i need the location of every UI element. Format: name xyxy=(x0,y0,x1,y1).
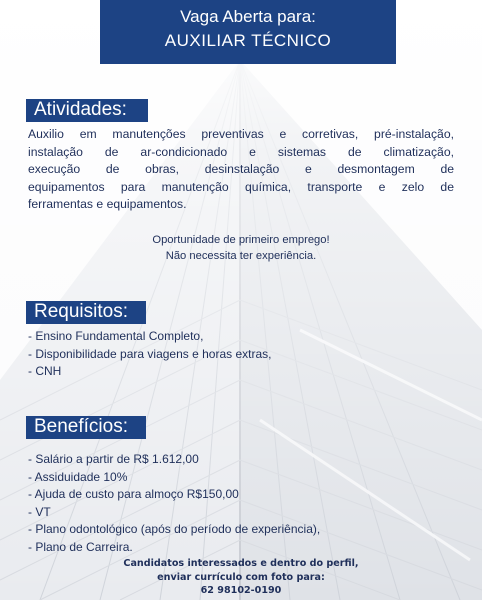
beneficios-list xyxy=(28,451,468,557)
atividades-heading: Atividades: xyxy=(26,99,148,122)
atividades-description xyxy=(28,126,454,214)
requisitos-heading: Requisitos: xyxy=(26,301,146,324)
list-item: - Plano odontológico (após do período de experiência), xyxy=(28,522,321,537)
list-item: - Ajuda de custo para almoço R$150,00 xyxy=(28,487,239,502)
list-item: - Assiduidade 10% xyxy=(28,469,128,484)
atividades-line: instalação de ar-condicionado e sistemas de climatização, xyxy=(28,144,454,159)
list-item: - VT xyxy=(28,504,51,519)
application-instructions: Candidatos interessados e dentro do perfil, xyxy=(123,558,359,569)
list-item: - CNH xyxy=(28,364,62,379)
header-banner xyxy=(100,0,396,64)
first-job-note: Oportunidade de primeiro emprego! xyxy=(152,234,330,246)
atividades-line: Auxilio em manutenções preventivas e corretivas, pré-instalação, xyxy=(28,127,454,141)
atividades-line: ferramentas e equipamentos. xyxy=(28,197,187,211)
atividades-line: equipamentos para manutenção química, transporte e zelo de xyxy=(28,179,454,194)
contact-phone: 62 98102-0190 xyxy=(200,585,282,596)
beneficios-heading: Benefícios: xyxy=(26,416,146,439)
header-subtitle: Vaga Aberta para: xyxy=(180,7,316,26)
list-item: - Disponibilidade para viagens e horas extras, xyxy=(28,346,272,361)
list-item: - Ensino Fundamental Completo, xyxy=(28,329,204,343)
list-item: - Plano de Carreira. xyxy=(28,539,133,554)
requisitos-list xyxy=(28,328,468,381)
list-item: - Salário a partir de R$ 1.612,00 xyxy=(28,452,199,466)
application-instructions-2: enviar currículo com foto para: xyxy=(157,572,325,583)
atividades-line: execução de obras, desinstalação e desmontagem de xyxy=(28,162,454,176)
job-title: AUXILIAR TÉCNICO xyxy=(164,31,332,50)
no-experience-note: Não necessita ter experiência. xyxy=(165,250,317,262)
